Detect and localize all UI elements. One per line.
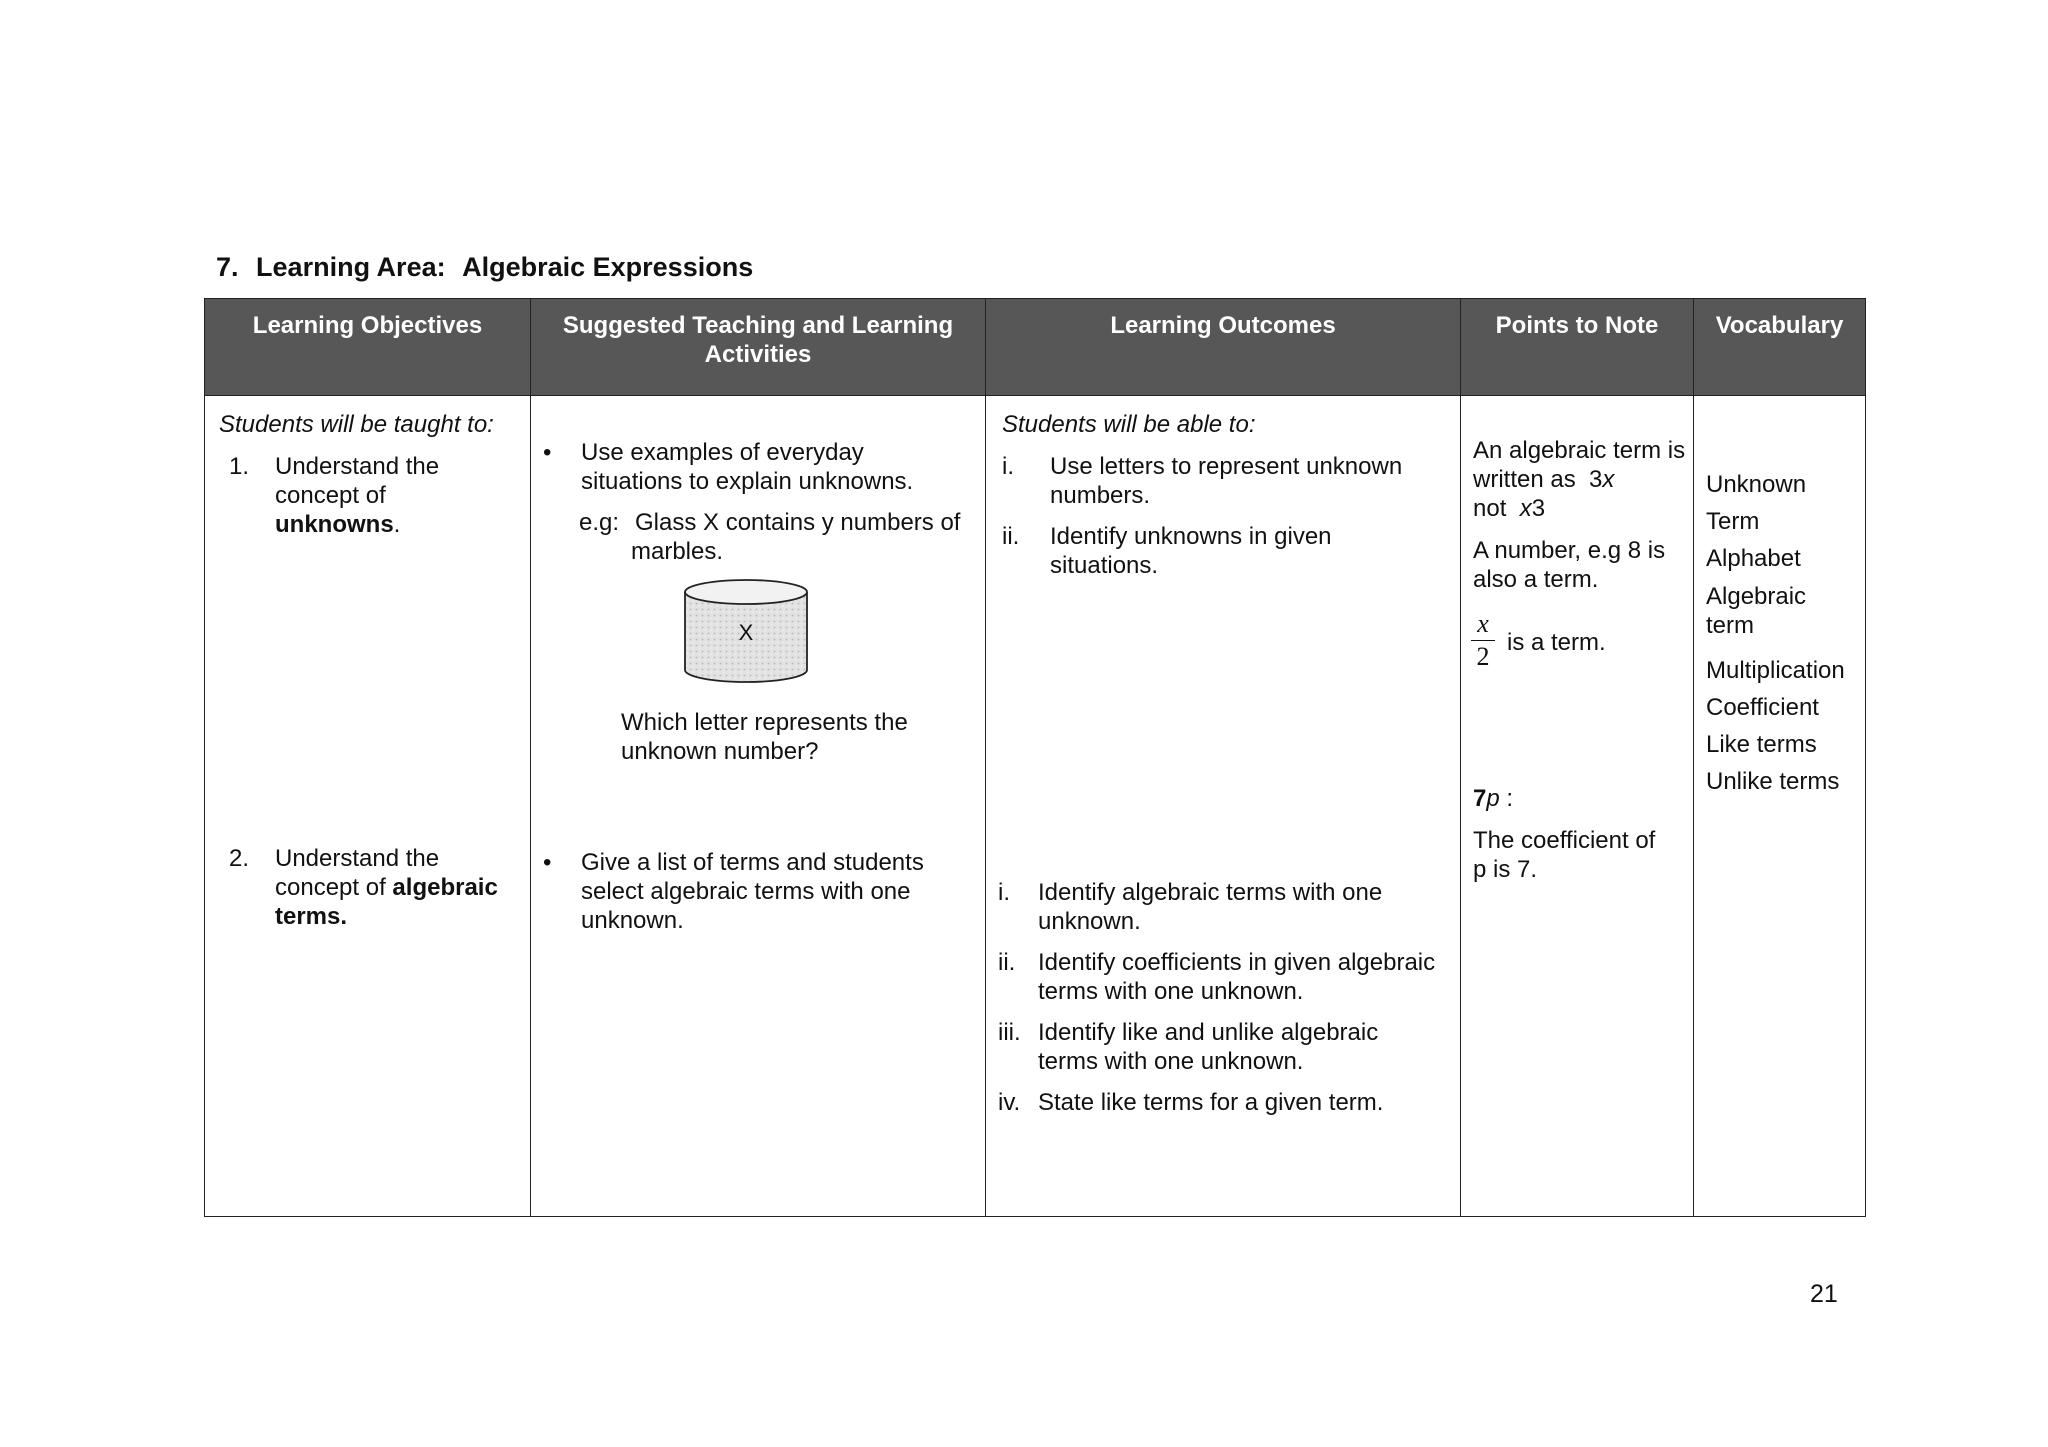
- vocabulary-cell: [1694, 396, 1866, 1217]
- page-number: 21: [1810, 1280, 1838, 1308]
- vocab-unlike-terms: Unlike terms: [1706, 768, 1840, 795]
- vocab-coefficient: Coefficient: [1706, 694, 1819, 721]
- outcome-1-text: Use letters to represent unknown numbers.: [1050, 453, 1403, 509]
- vocab-algebraic-term: Algebraic term: [1706, 583, 1807, 639]
- activity-2-bullet: •: [543, 849, 552, 876]
- outcome-6-number: iv.: [998, 1089, 1021, 1116]
- coef-number: 7: [1473, 785, 1487, 812]
- glass-icon: [683, 578, 809, 686]
- outcome-3-number: i.: [998, 879, 1010, 906]
- fraction-bar: [1471, 640, 1495, 641]
- note-1-coef-2: 3: [1531, 495, 1546, 522]
- activity-1-text: Use examples of everyday situations to explain unknowns.: [581, 439, 914, 495]
- objective-2-text: [275, 844, 515, 931]
- col-header-vocabulary: Vocabulary: [1694, 299, 1866, 396]
- outcome-3-text: Identify algebraic terms with one unknown.: [1038, 879, 1383, 935]
- objective-1-bold: unknowns: [275, 511, 394, 538]
- outcome-5-number: iii.: [998, 1019, 1021, 1046]
- col-header-objectives: Learning Objectives: [205, 299, 531, 396]
- note-1-var-2: x: [1519, 495, 1532, 522]
- objective-1-text: [275, 452, 505, 539]
- note-coefficient-text: The coefficient of p is 7.: [1473, 827, 1656, 883]
- note-1-var: x: [1602, 466, 1615, 493]
- coef-colon: :: [1499, 785, 1514, 812]
- heading-title: Algebraic Expressions: [462, 252, 754, 282]
- objectives-cell: [205, 396, 531, 1217]
- vocab-like-terms: Like terms: [1706, 731, 1817, 758]
- activities-cell: [531, 396, 986, 1217]
- learning-table: [204, 298, 1866, 1217]
- note-coefficient-label: [1473, 784, 1513, 813]
- note-1-text: An algebraic term is written as: [1473, 437, 1686, 493]
- example-text-2: marbles.: [631, 538, 724, 565]
- objectives-intro: Students will be taught to:: [219, 411, 494, 438]
- heading-label: Learning Area:: [256, 252, 446, 282]
- outcome-4-number: ii.: [998, 949, 1016, 976]
- col-header-activities: Suggested Teaching and Learning Activities: [531, 299, 986, 396]
- note-1-coef: 3: [1589, 466, 1603, 493]
- vocab-multiplication: Multiplication: [1706, 657, 1845, 684]
- vocab-unknown: Unknown: [1706, 471, 1807, 498]
- objective-2-number: 2.: [229, 845, 250, 872]
- activity-question: Which letter represents the unknown number?: [621, 709, 908, 765]
- col-header-notes: Points to Note: [1461, 299, 1694, 396]
- objective-2-bold: algebraic terms.: [275, 874, 498, 930]
- table-header-row: [205, 299, 1866, 396]
- outcome-2-text: Identify unknowns in given situations.: [1050, 523, 1332, 579]
- outcomes-cell: [986, 396, 1461, 1217]
- example-label: e.g:: [579, 509, 620, 536]
- heading-number: 7.: [216, 252, 239, 282]
- objective-1-number: 1.: [229, 453, 250, 480]
- outcome-6-text: State like terms for a given term.: [1038, 1089, 1384, 1116]
- note-algebraic-term: [1473, 436, 1688, 523]
- outcomes-intro: Students will be able to:: [1002, 411, 1256, 438]
- fraction-x-over-2: [1471, 610, 1495, 671]
- glass-label: X: [738, 620, 754, 645]
- col-header-outcomes: Learning Outcomes: [986, 299, 1461, 396]
- example-text: Glass X contains y numbers of: [635, 509, 961, 536]
- table-body-row: [205, 396, 1866, 1217]
- note-1-not: not: [1473, 495, 1507, 522]
- outcome-1-number: i.: [1002, 453, 1014, 480]
- note-number-term: A number, e.g 8 is also a term.: [1473, 537, 1666, 593]
- note-fraction-text: is a term.: [1507, 629, 1606, 656]
- notes-cell: [1461, 396, 1694, 1217]
- coef-variable: p: [1486, 785, 1500, 812]
- vocab-term: Term: [1706, 508, 1760, 535]
- vocab-alphabet: Alphabet: [1706, 545, 1801, 572]
- outcome-4-text: Identify coefficients in given algebraic terms with one unknown.: [1038, 949, 1436, 1005]
- activity-1-bullet: •: [543, 439, 552, 466]
- outcome-5-text: Identify like and unlike algebraic terms with one unknown.: [1038, 1019, 1379, 1075]
- activity-2-text: Give a list of terms and students select algebraic terms with one unknown.: [581, 849, 924, 934]
- fraction-denominator: 2: [1476, 642, 1490, 671]
- objective-1-pre: Understand the concept of: [275, 453, 440, 509]
- outcome-2-number: ii.: [1002, 523, 1020, 550]
- page-heading: [216, 252, 753, 283]
- objective-1-post: .: [393, 511, 401, 538]
- fraction-numerator: x: [1477, 609, 1489, 638]
- objective-2-pre: Understand the concept of: [275, 845, 440, 901]
